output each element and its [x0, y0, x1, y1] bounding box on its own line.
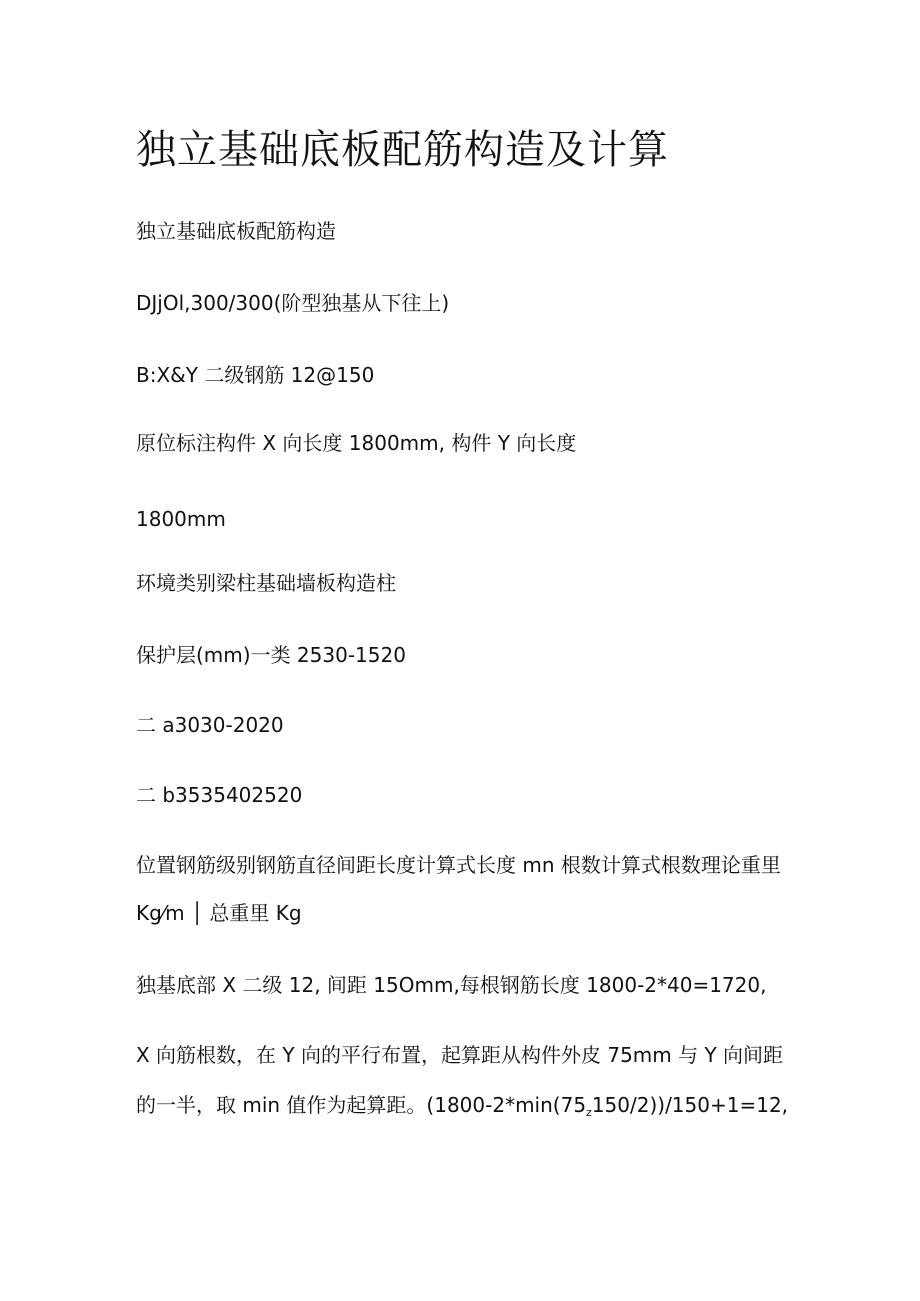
text-line: 独基底部 X 二级 12, 间距 15Omm,每根钢筋长度 1800-2*40=1720,: [136, 973, 767, 997]
text-line: 二 b3535402520: [136, 783, 303, 807]
text-line: 环境类别梁柱基础墙板构造柱: [136, 571, 396, 595]
text-line: B:X&Y 二级钢筋 12@150: [136, 363, 375, 387]
text-line: X 向筋根数，在 Y 向的平行布置，起算距从构件外皮 75mm 与 Y 向间距: [136, 1043, 784, 1067]
document-title: 独立基础底板配筋构造及计算: [136, 127, 669, 173]
text-line: 原位标注构件 X 向长度 1800mm, 构件 Y 向长度: [136, 431, 577, 455]
text-line: DJjOl,300/300(阶型独基从下往上): [136, 291, 450, 315]
text-line: 保护层(mm)一类 2530-1520: [136, 643, 406, 667]
text-line: 1800mm: [136, 507, 226, 531]
text-line: [136, 1090, 788, 1128]
section-heading: 独立基础底板配筋构造: [136, 219, 336, 243]
subscript-text: z: [586, 1106, 592, 1119]
text-span: 的一半，取 min 值作为起算距。(1800-2*min(75: [136, 1093, 587, 1117]
text-span: 150/2))/150+1=12,: [591, 1093, 789, 1117]
text-line: Kg⁄m │ 总重里 Kg: [136, 901, 302, 925]
text-line: 位置钢筋级别钢筋直径间距长度计算式长度 mn 根数计算式根数理论重里: [136, 853, 781, 877]
text-line: 二 a3030-2020: [136, 713, 284, 737]
